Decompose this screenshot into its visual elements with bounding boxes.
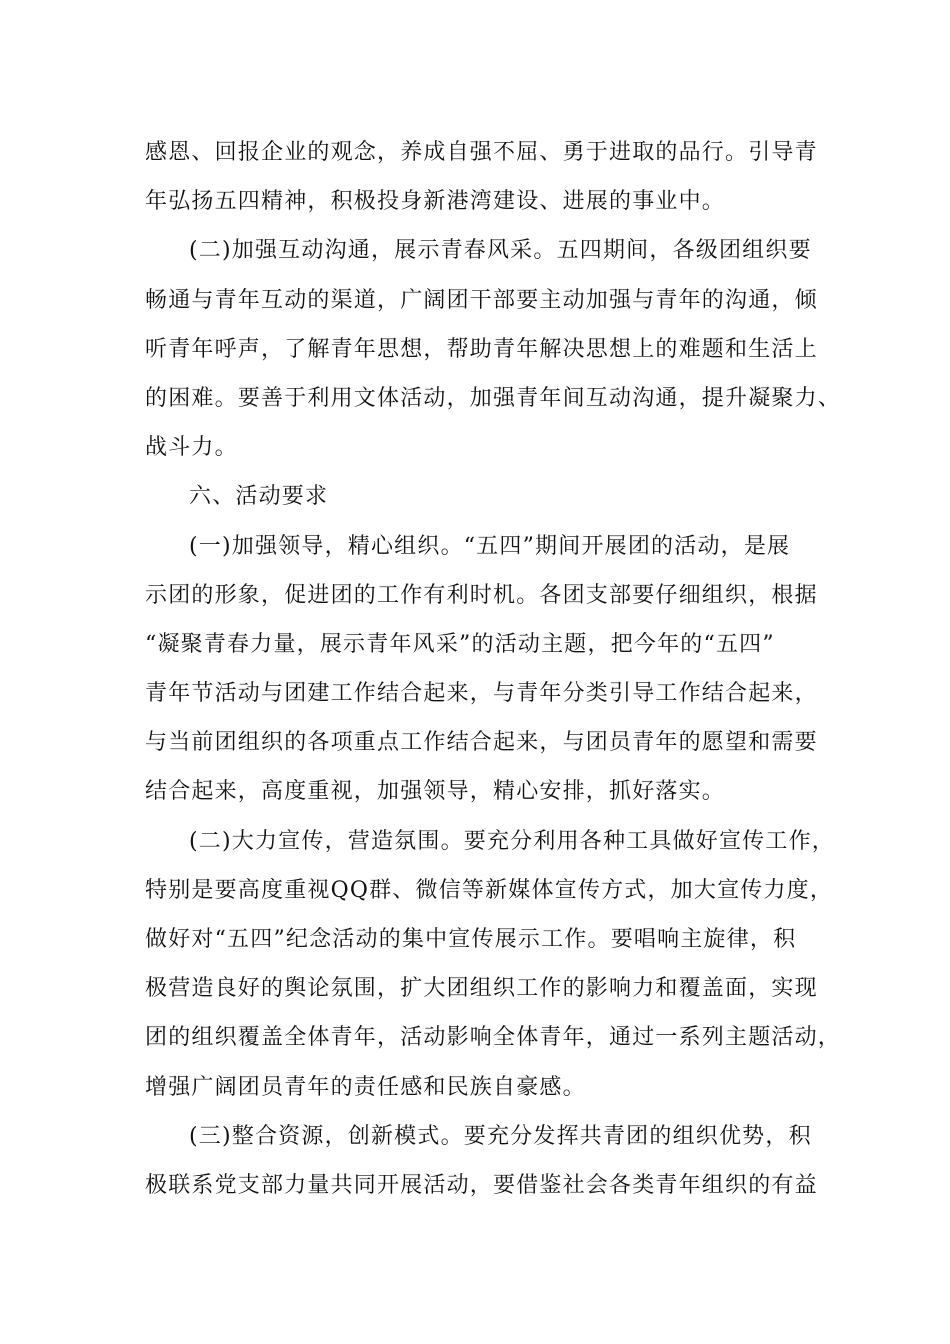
- text-line: 听青年呼声，了解青年思想，帮助青年解决思想上的难题和生活上: [145, 336, 818, 362]
- section-heading: 六、活动要求: [189, 484, 329, 510]
- text-line: 极联系党支部力量共同开展活动，要借鉴社会各类青年组织的有益: [145, 1172, 818, 1198]
- paragraph-heading-line: (二)加强互动沟通，展示青春风采。五四期间，各级团组织要: [189, 238, 812, 264]
- text-line: 年弘扬五四精神，积极投身新港湾建设、进展的事业中。: [145, 189, 726, 215]
- paragraph-heading-line: (一)加强领导，精心组织。“五四”期间开展团的活动，是展: [189, 533, 791, 559]
- document-body: [145, 128, 842, 1210]
- text-line: 增强广阔团员青年的责任感和民族自豪感。: [145, 1074, 586, 1100]
- text-line: 做好对“五四”纪念活动的集中宣传展示工作。要唱响主旋律，积: [145, 927, 797, 952]
- text-line: 感恩、回报企业的观念，养成自强不屈、勇于进取的品行。引导青: [145, 140, 818, 165]
- text-line: 团的组织覆盖全体青年，活动影响全体青年，通过一系列主题活动，: [145, 1025, 842, 1051]
- text-line: 青年节活动与团建工作结合起来，与青年分类引导工作结合起来，: [145, 681, 818, 707]
- text-line: 畅通与青年互动的渠道，广阔团干部要主动加强与青年的沟通，倾: [145, 287, 818, 313]
- text-line: 示团的形象，促进团的工作有利时机。各团支部要仔细组织，根据: [145, 582, 818, 608]
- text-line: 的困难。要善于利用文体活动，加强青年间互动沟通，提升凝聚力、: [145, 385, 842, 411]
- text-line: 特别是要高度重视QQ群、微信等新媒体宣传方式，加大宣传力度，: [145, 877, 834, 903]
- paragraph-heading-line: (三)整合资源，创新模式。要充分发挥共青团的组织优势，积: [189, 1123, 812, 1149]
- text-line: 与当前团组织的各项重点工作结合起来，与团员青年的愿望和需要: [145, 730, 818, 756]
- text-line: 结合起来，高度重视，加强领导，精心安排，抓好落实。: [145, 779, 726, 805]
- text-line: 战斗力。: [145, 435, 238, 461]
- paragraph-heading-line: (二)大力宣传，营造氛围。要充分利用各种工具做好宣传工作，: [189, 828, 835, 854]
- text-line: 极营造良好的舆论氛围，扩大团组织工作的影响力和覆盖面，实现: [145, 976, 818, 1002]
- text-line: “凝聚青春力量，展示青年风采”的活动主题，把今年的“五四”: [145, 631, 775, 657]
